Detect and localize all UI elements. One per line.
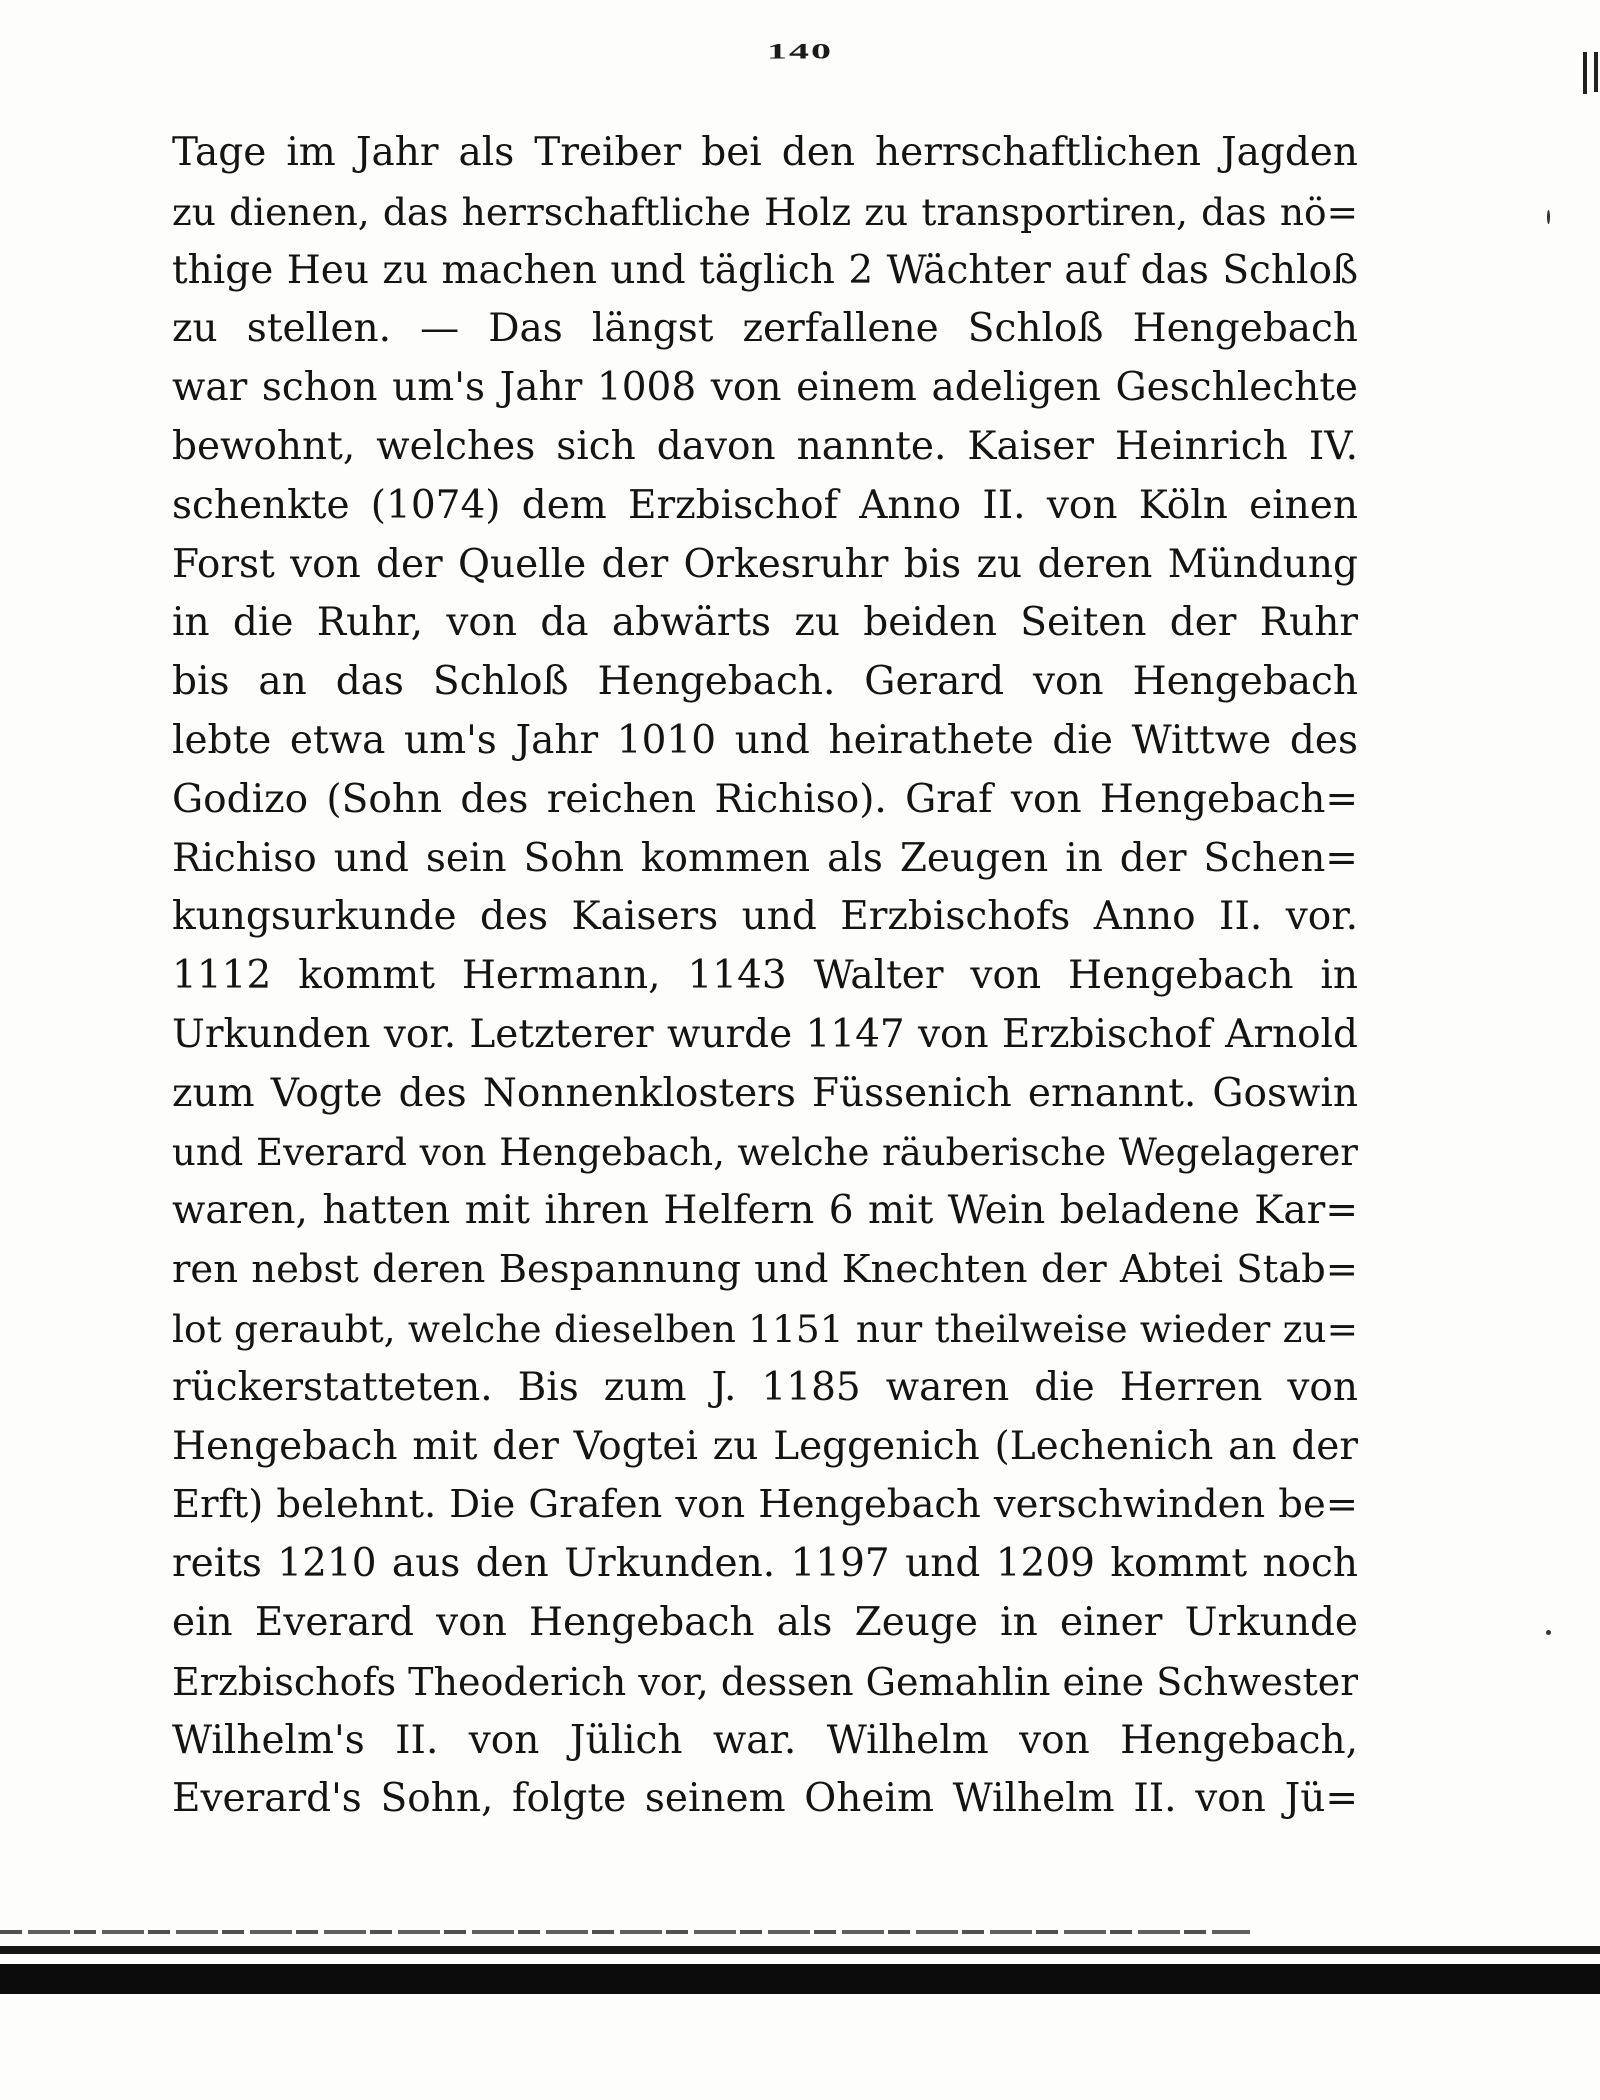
text-line: Wilhelm's II. von Jülich war. Wilhelm von Hengebach,: [172, 1717, 1358, 1763]
text-line: zu stellen. — Das längst zerfallene Schloß Hengebach: [172, 306, 1358, 352]
text-line: Hengebach mit der Vogtei zu Leggenich (Lechenich an der: [172, 1423, 1358, 1469]
text-line: Forst von der Quelle der Orkesruhr bis zu deren Mündung: [172, 541, 1358, 587]
text-line: rückerstatteten. Bis zum J. 1185 waren die Herren von: [172, 1364, 1358, 1410]
text-line: thige Heu zu machen und täglich 2 Wächter auf das Schloß: [172, 247, 1358, 293]
text-line: schenkte (1074) dem Erzbischof Anno II. von Köln einen: [172, 482, 1358, 528]
text-line: Urkunden vor. Letzterer wurde 1147 von Erzbischof Arnold: [172, 1011, 1358, 1057]
text-line: kungsurkunde des Kaisers und Erzbischofs Anno II. vor.: [172, 894, 1358, 940]
text-line: waren, hatten mit ihren Helfern 6 mit Wein beladene Kar=: [172, 1188, 1358, 1234]
text-line: Richiso und sein Sohn kommen als Zeugen in der Schen=: [172, 835, 1358, 881]
text-line: in die Ruhr, von da abwärts zu beiden Seiten der Ruhr: [172, 600, 1358, 646]
scan-speck: [1546, 1630, 1551, 1635]
text-line: zum Vogte des Nonnenklosters Füssenich ernannt. Goswin: [172, 1070, 1358, 1116]
text-line: zu dienen, das herrschaftliche Holz zu transportiren, das nö=: [172, 189, 1358, 234]
text-line: lot geraubt, welche dieselben 1151 nur theilweise wieder zu=: [172, 1306, 1358, 1351]
text-line: Erft) belehnt. Die Grafen von Hengebach verschwinden be=: [172, 1482, 1358, 1528]
scan-edge-mark: [1583, 52, 1587, 94]
text-line: bis an das Schloß Hengebach. Gerard von Hengebach: [172, 659, 1358, 705]
scan-bottom-bar: [0, 1964, 1600, 1994]
text-line: lebte etwa um's Jahr 1010 und heirathete die Wittwe des: [172, 717, 1358, 763]
text-line: ein Everard von Hengebach als Zeuge in einer Urkunde: [172, 1599, 1358, 1645]
text-line: ren nebst deren Bespannung und Knechten der Abtei Stab=: [172, 1247, 1358, 1293]
page-number: 140: [767, 38, 833, 64]
scan-speck: [1547, 210, 1550, 224]
text-line: reits 1210 aus den Urkunden. 1197 und 1209 kommt noch: [172, 1541, 1358, 1587]
text-line: war schon um's Jahr 1008 von einem adeligen Geschlechte: [172, 365, 1358, 411]
text-line: Godizo (Sohn des reichen Richiso). Graf von Hengebach=: [172, 776, 1358, 822]
text-line: Erzbischofs Theoderich vor, dessen Gemahlin eine Schwester: [172, 1659, 1358, 1704]
scan-bottom-rule: [0, 1930, 1250, 1934]
text-line: Everard's Sohn, folgte seinem Oheim Wilhelm II. von Jü=: [172, 1776, 1358, 1822]
text-line: 1112 kommt Hermann, 1143 Walter von Hengebach in: [172, 953, 1358, 999]
text-line: bewohnt, welches sich davon nannte. Kaiser Heinrich IV.: [172, 423, 1358, 469]
body-text: [172, 124, 1358, 1829]
text-line: und Everard von Hengebach, welche räuberische Wegelagerer: [172, 1130, 1358, 1174]
scan-bottom-rule: [0, 1946, 1600, 1954]
scan-edge-mark: [1594, 52, 1598, 92]
text-line: Tage im Jahr als Treiber bei den herrschaftlichen Jagden: [172, 130, 1358, 175]
